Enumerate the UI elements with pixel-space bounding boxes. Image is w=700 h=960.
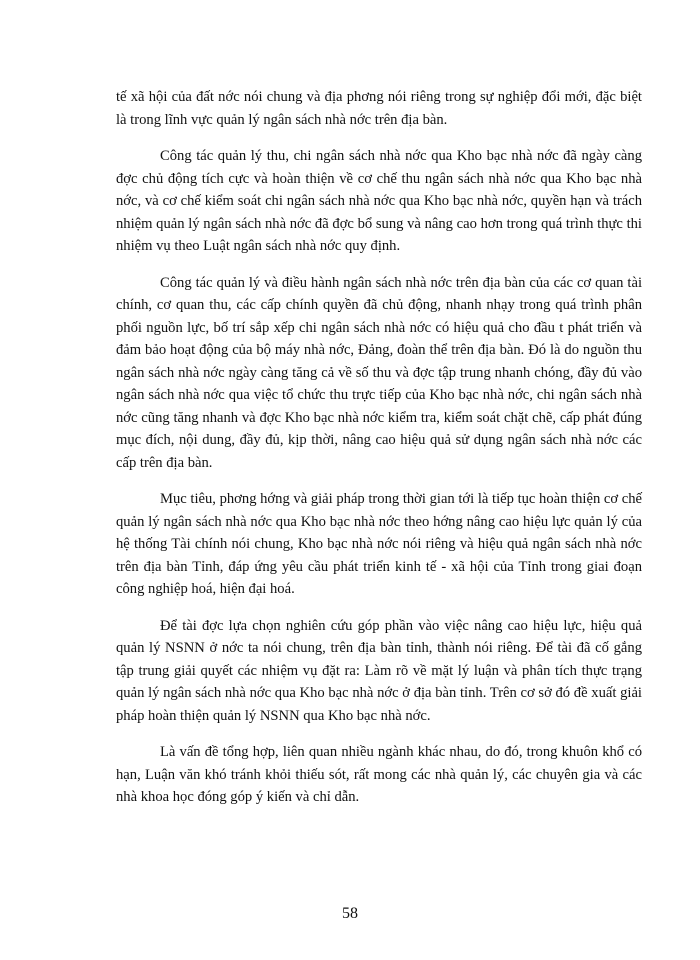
paragraph-6: Là vấn đề tổng hợp, liên quan nhiều ngành khác nhau, do đó, trong khuôn khổ có hạn, Luận văn khó tránh khỏi thiếu sót, rất mong các nhà quản lý, các chuyên gia và các nhà khoa học đóng góp ý kiến và chỉ dẫn. <box>116 744 642 805</box>
paragraph-5: Để tài đợc lựa chọn nghiên cứu góp phần vào việc nâng cao hiệu lực, hiệu quả quản lý NSNN ở nớc ta nói chung, trên địa bàn tỉnh, thành nói riêng. Để tài đã cố gắng tập trung giải quyết các nhiệm vụ đặt ra: Làm rõ về mặt lý luận và phân tích thực trạng quản lý ngân sách nhà nớc qua Kho bạc nhà nớc ở địa bàn tỉnh. Trên cơ sở đó đề xuất giải pháp hoàn thiện quản lý NSNN qua Kho bạc nhà nớc. <box>116 617 642 724</box>
paragraph-2: Công tác quản lý thu, chi ngân sách nhà nớc qua Kho bạc nhà nớc đã ngày càng đợc chủ động tích cực và hoàn thiện về cơ chế thu ngân sách nhà nớc qua Kho bạc nhà nớc, và cơ chế kiểm soát chi ngân sách nhà nớc qua Kho bạc nhà nớc, quyền hạn và trách nhiệm quản lý ngân sách nhà nớc đã đợc bổ sung và nâng cao hơn trong quá trình thực thi nhiệm vụ theo Luật ngân sách nhà nớc quy định. <box>116 148 642 254</box>
document-body <box>116 86 642 823</box>
page-number: 58 <box>342 905 358 922</box>
paragraph-3: Công tác quản lý và điều hành ngân sách nhà nớc trên địa bàn của các cơ quan tài chính, cơ quan thu, các cấp chính quyền đã chủ động, nhanh nhạy trong quá trình phân phối nguồn lực, bố trí sắp xếp chi ngân sách nhà nớc có hiệu quả cho đầu t phát triển và đảm bảo hoạt động của bộ máy nhà nớc, Đảng, đoàn thể trên địa bàn. Đó là do nguồn thu ngân sách nhà nớc ngày càng tăng cả về số thu và đợc tập trung nhanh chóng, đầy đủ vào ngân sách nhà nớc qua việc tổ chức thu trực tiếp của Kho bạc nhà nớc, chi ngân sách nhà nớc cũng tăng nhanh và đợc Kho bạc nhà nớc kiểm tra, kiểm soát chặt chẽ, cấp phát đúng mục đích, nội dung, đầy đủ, kịp thời, nâng cao hiệu quả sử dụng ngân sách nhà nớc các cấp trên địa bàn. <box>116 274 642 471</box>
paragraph-4: Mục tiêu, phơng hớng và giải pháp trong thời gian tới là tiếp tục hoàn thiện cơ chế quản lý ngân sách nhà nớc qua Kho bạc nhà nớc theo hớng nâng cao hiệu lực quản lý của hệ thống Tài chính nói chung, Kho bạc nhà nớc nói riêng và hiệu quả ngân sách nhà nớc trên địa bàn Tỉnh, đáp ứng yêu cầu phát triển kinh tế - xã hội của Tỉnh trong giai đoạn công nghiệp hoá, hiện đại hoá. <box>116 491 642 597</box>
paragraph-1: tế xã hội của đất nớc nói chung và địa phơng nói riêng trong sự nghiệp đổi mới, đặc biệt là trong lĩnh vực quản lý ngân sách nhà nớc trên địa bàn. <box>116 89 642 128</box>
